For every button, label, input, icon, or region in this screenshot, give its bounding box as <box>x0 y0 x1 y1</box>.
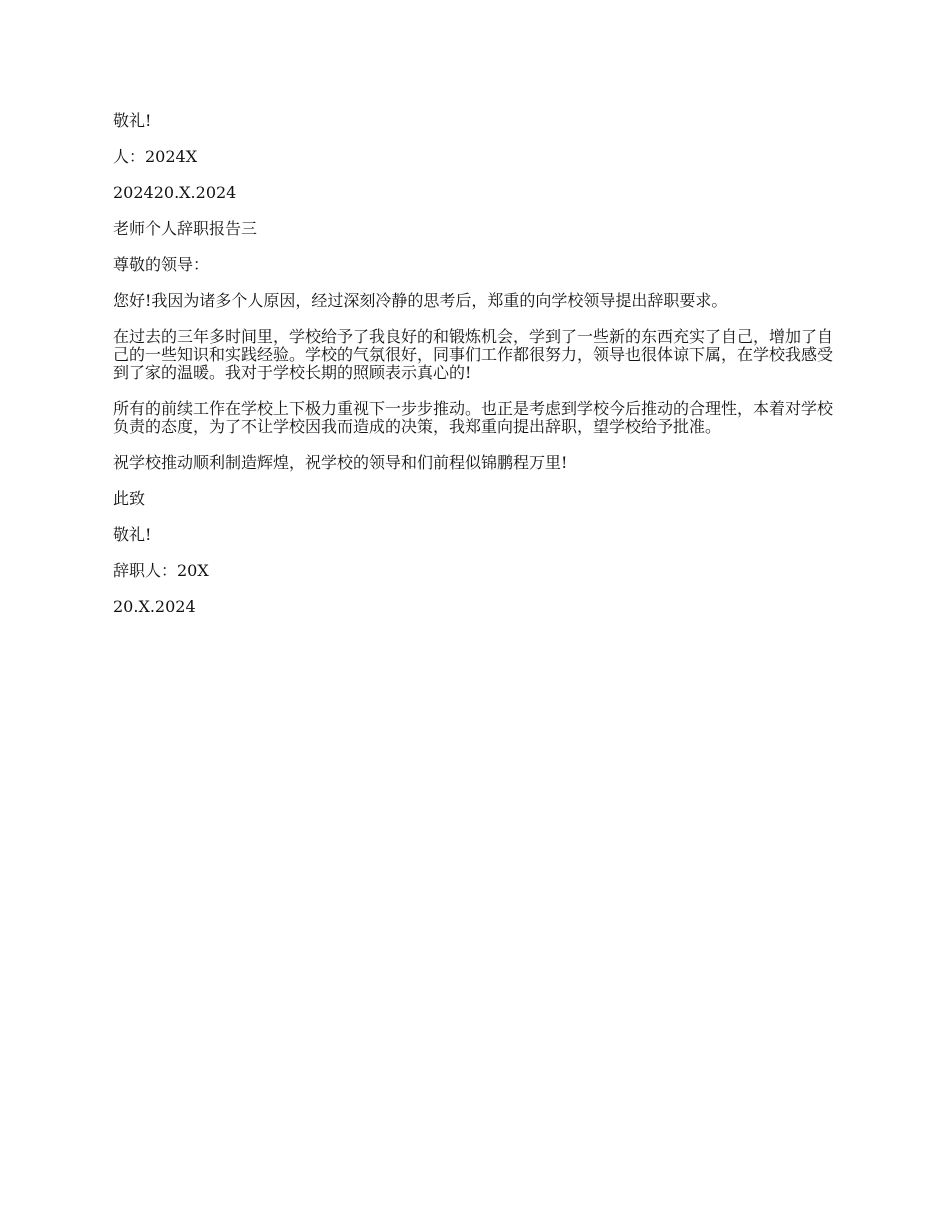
date-line-top: 202420.X.2024 <box>113 183 237 202</box>
body-paragraph-reason: 所有的前续工作在学校上下极力重视下一步步推动。也正是考虑到学校今后推动的合理性，本着对学校负责的态度，为了不让学校因我而造成的决策，我郑重向提出辞职，望学校给予批准。 <box>113 399 834 436</box>
section-title: 老师个人辞职报告三 <box>113 219 258 238</box>
body-paragraph-intro: 您好!我因为诸多个人原因，经过深刻冷静的思考后，郑重的向学校领导提出辞职要求。 <box>113 291 728 310</box>
closing-salutation-top: 敬礼! <box>113 111 152 130</box>
closing-salutation: 敬礼! <box>113 525 152 544</box>
body-paragraph-gratitude: 在过去的三年多时间里，学校给予了我良好的和锻炼机会，学到了一些新的东西充实了自己，增加了自己的一些知识和实践经验。学校的气氛很好，同事们工作都很努力，领导也很体谅下属，在学校我感受到了家的温暖。我对于学校长期的照顾表示真心的! <box>113 327 834 382</box>
document-body <box>113 112 843 634</box>
signer-line-top: 人：2024X <box>113 147 198 166</box>
greeting: 尊敬的领导： <box>113 255 210 274</box>
body-paragraph-wishes: 祝学校推动顺利制造辉煌，祝学校的领导和们前程似锦鹏程万里! <box>113 453 568 472</box>
signer-line: 辞职人：20X <box>113 561 209 580</box>
date-line: 20.X.2024 <box>113 597 196 616</box>
closing-phrase: 此致 <box>113 489 146 508</box>
